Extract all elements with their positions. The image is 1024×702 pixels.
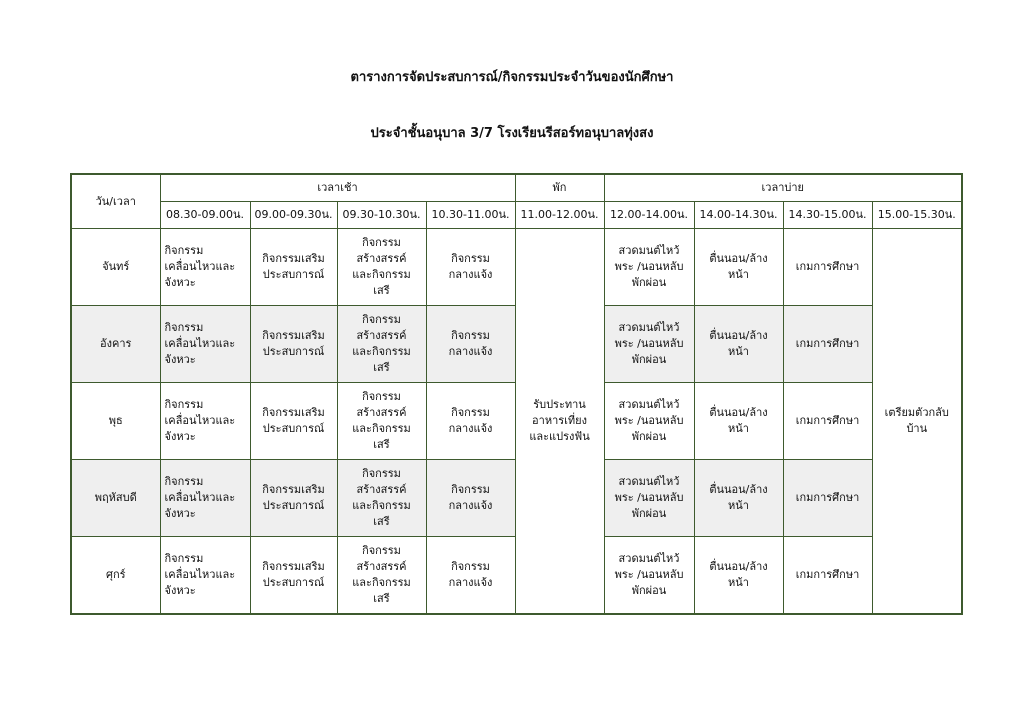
wake-activity [694,537,783,615]
activity-line: กิจกรรมเสริม [262,483,325,497]
activity-line: สวดมนต์ไหว้ [618,321,680,335]
activity-line: เกมการศึกษา [795,568,860,582]
wake-activity [694,306,783,383]
activity-line: พักผ่อน [631,352,667,366]
time-slot-7: 14.00-14.30น. [694,202,783,229]
activity-line: สวดมนต์ไหว้ [618,475,680,489]
rest-activity [604,383,694,460]
activity-line: พระ /นอนหลับ [614,568,684,582]
activity-line: บ้าน [906,422,928,435]
activity-line: สวดมนต์ไหว้ [618,398,680,412]
game-activity [783,383,872,460]
rest-activity [604,229,694,306]
activity-line: เกมการศึกษา [795,337,860,351]
activity-line: กิจกรรม [451,560,490,574]
movement-activity [160,229,250,306]
activity-line: เคลื่อนไหวและ [164,337,236,351]
activity-line: กิจกรรมเสริม [262,560,325,574]
activity-line: พักผ่อน [631,429,667,443]
time-slot-4: 10.30-11.00น. [426,202,515,229]
activity-line: กิจกรรม [362,390,401,404]
creative-activity [337,383,426,460]
enrichment-activity [250,229,337,306]
activity-line: พักผ่อน [631,506,667,520]
activity-line: เคลื่อนไหวและ [164,491,236,505]
activity-line: สร้างสรรค์ [356,483,407,497]
activity-line: เสรี [373,283,390,297]
activity-line: สร้างสรรค์ [356,406,407,420]
activity-line: กิจกรรม [362,467,401,481]
day-label: จันทร์ [71,229,160,306]
rest-activity [604,537,694,615]
activity-line: สร้างสรรค์ [356,329,407,343]
activity-line: กิจกรรม [451,329,490,343]
activity-line: กิจกรรม [451,483,490,497]
activity-line: เสรี [373,360,390,374]
activity-line: กิจกรรม [164,475,204,489]
time-slot-3: 09.30-10.30น. [337,202,426,229]
activity-line: ประสบการณ์ [262,268,325,281]
activity-line: เคลื่อนไหวและ [164,568,236,582]
activity-line: เกมการศึกษา [795,414,860,428]
activity-line: กิจกรรม [164,321,204,335]
wake-activity [694,229,783,306]
activity-line: และกิจกรรม [352,268,411,281]
activity-line: กิจกรรม [362,236,401,250]
activity-line: สวดมนต์ไหว้ [618,552,680,566]
activity-line: พระ /นอนหลับ [614,491,684,505]
morning-header: เวลาเช้า [160,174,515,202]
activity-line: กลางแจ้ง [448,499,493,512]
activity-line: กลางแจ้ง [448,576,493,589]
activity-line: จังหวะ [164,583,196,597]
activity-line: สร้างสรรค์ [356,560,407,574]
activity-line: เตรียมตัวกลับ [884,406,949,420]
wake-activity [694,383,783,460]
time-slot-6: 12.00-14.00น. [604,202,694,229]
activity-line: ตื่นนอน/ล้าง [709,483,768,497]
activity-line: เกมการศึกษา [795,491,860,505]
enrichment-activity [250,383,337,460]
outdoor-activity [426,537,515,615]
activity-line: พระ /นอนหลับ [614,260,684,274]
rest-activity [604,306,694,383]
movement-activity [160,537,250,615]
activity-line: กิจกรรม [362,313,401,327]
activity-line: เกมการศึกษา [795,260,860,274]
activity-line: กิจกรรมเสริม [262,406,325,420]
activity-line: ประสบการณ์ [262,576,325,589]
enrichment-activity [250,306,337,383]
activity-line: กิจกรรม [164,244,204,258]
activity-line: หน้า [728,499,749,512]
going-home-activity [872,229,962,615]
outdoor-activity [426,306,515,383]
rest-activity [604,460,694,537]
outdoor-activity [426,460,515,537]
activity-line: และกิจกรรม [352,422,411,435]
activity-line: หน้า [728,268,749,281]
activity-line: หน้า [728,576,749,589]
creative-activity [337,306,426,383]
activity-line: กิจกรรม [164,552,204,566]
activity-line: ประสบการณ์ [262,499,325,512]
game-activity [783,537,872,615]
wake-activity [694,460,783,537]
activity-line: รับประทาน [533,398,586,412]
activity-line: ตื่นนอน/ล้าง [709,560,768,574]
activity-line: ตื่นนอน/ล้าง [709,406,768,420]
outdoor-activity [426,383,515,460]
activity-line: จังหวะ [164,352,196,366]
activity-line: และกิจกรรม [352,499,411,512]
movement-activity [160,306,250,383]
day-label: พุธ [71,383,160,460]
page-subtitle: ประจำชั้นอนุบาล 3/7 โรงเรียนรีสอร์ทอนุบาลทุ่งสง [370,126,654,141]
activity-line: กลางแจ้ง [448,345,493,358]
activity-line: เสรี [373,437,390,451]
activity-line: กิจกรรม [362,544,401,558]
activity-line: เคลื่อนไหวและ [164,414,236,428]
time-slot-5: 11.00-12.00น. [515,202,604,229]
activity-line: กิจกรรมเสริม [262,252,325,266]
activity-line: เสรี [373,514,390,528]
page-title: ตารางการจัดประสบการณ์/กิจกรรมประจำวันของนักศึกษา [350,70,674,85]
activity-line: และกิจกรรม [352,345,411,358]
movement-activity [160,383,250,460]
activity-line: จังหวะ [164,429,196,443]
time-slot-2: 09.00-09.30น. [250,202,337,229]
activity-line: หน้า [728,422,749,435]
creative-activity [337,537,426,615]
game-activity [783,306,872,383]
activity-line: หน้า [728,345,749,358]
enrichment-activity [250,460,337,537]
day-label: ศุกร์ [71,537,160,615]
schedule-table [70,173,963,615]
activity-line: เคลื่อนไหวและ [164,260,236,274]
activity-line: และแปรงฟัน [529,429,590,443]
activity-line: กิจกรรม [451,406,490,420]
time-slot-8: 14.30-15.00น. [783,202,872,229]
activity-line: พระ /นอนหลับ [614,414,684,428]
activity-line: ตื่นนอน/ล้าง [709,252,768,266]
afternoon-header: เวลาบ่าย [604,174,962,202]
activity-line: เสรี [373,591,390,605]
activity-line: กิจกรรม [164,398,204,412]
activity-line: สร้างสรรค์ [356,252,407,266]
creative-activity [337,229,426,306]
game-activity [783,460,872,537]
activity-line: กลางแจ้ง [448,268,493,281]
enrichment-activity [250,537,337,615]
game-activity [783,229,872,306]
activity-line: กลางแจ้ง [448,422,493,435]
break-header: พัก [515,174,604,202]
corner-header: วัน/เวลา [71,174,160,229]
activity-line: ประสบการณ์ [262,422,325,435]
activity-line: และกิจกรรม [352,576,411,589]
activity-line: พักผ่อน [631,583,667,597]
creative-activity [337,460,426,537]
time-slot-1: 08.30-09.00น. [160,202,250,229]
activity-line: ตื่นนอน/ล้าง [709,329,768,343]
activity-line: จังหวะ [164,506,196,520]
activity-line: กิจกรรมเสริม [262,329,325,343]
time-slot-9: 15.00-15.30น. [872,202,962,229]
activity-line: สวดมนต์ไหว้ [618,244,680,258]
activity-line: จังหวะ [164,275,196,289]
day-label: พฤหัสบดี [71,460,160,537]
day-label: อังคาร [71,306,160,383]
activity-line: พักผ่อน [631,275,667,289]
outdoor-activity [426,229,515,306]
activity-line: พระ /นอนหลับ [614,337,684,351]
movement-activity [160,460,250,537]
activity-line: ประสบการณ์ [262,345,325,358]
lunch-activity [515,229,604,615]
activity-line: อาหารเที่ยง [532,414,587,428]
activity-line: กิจกรรม [451,252,490,266]
table-row [71,229,962,306]
